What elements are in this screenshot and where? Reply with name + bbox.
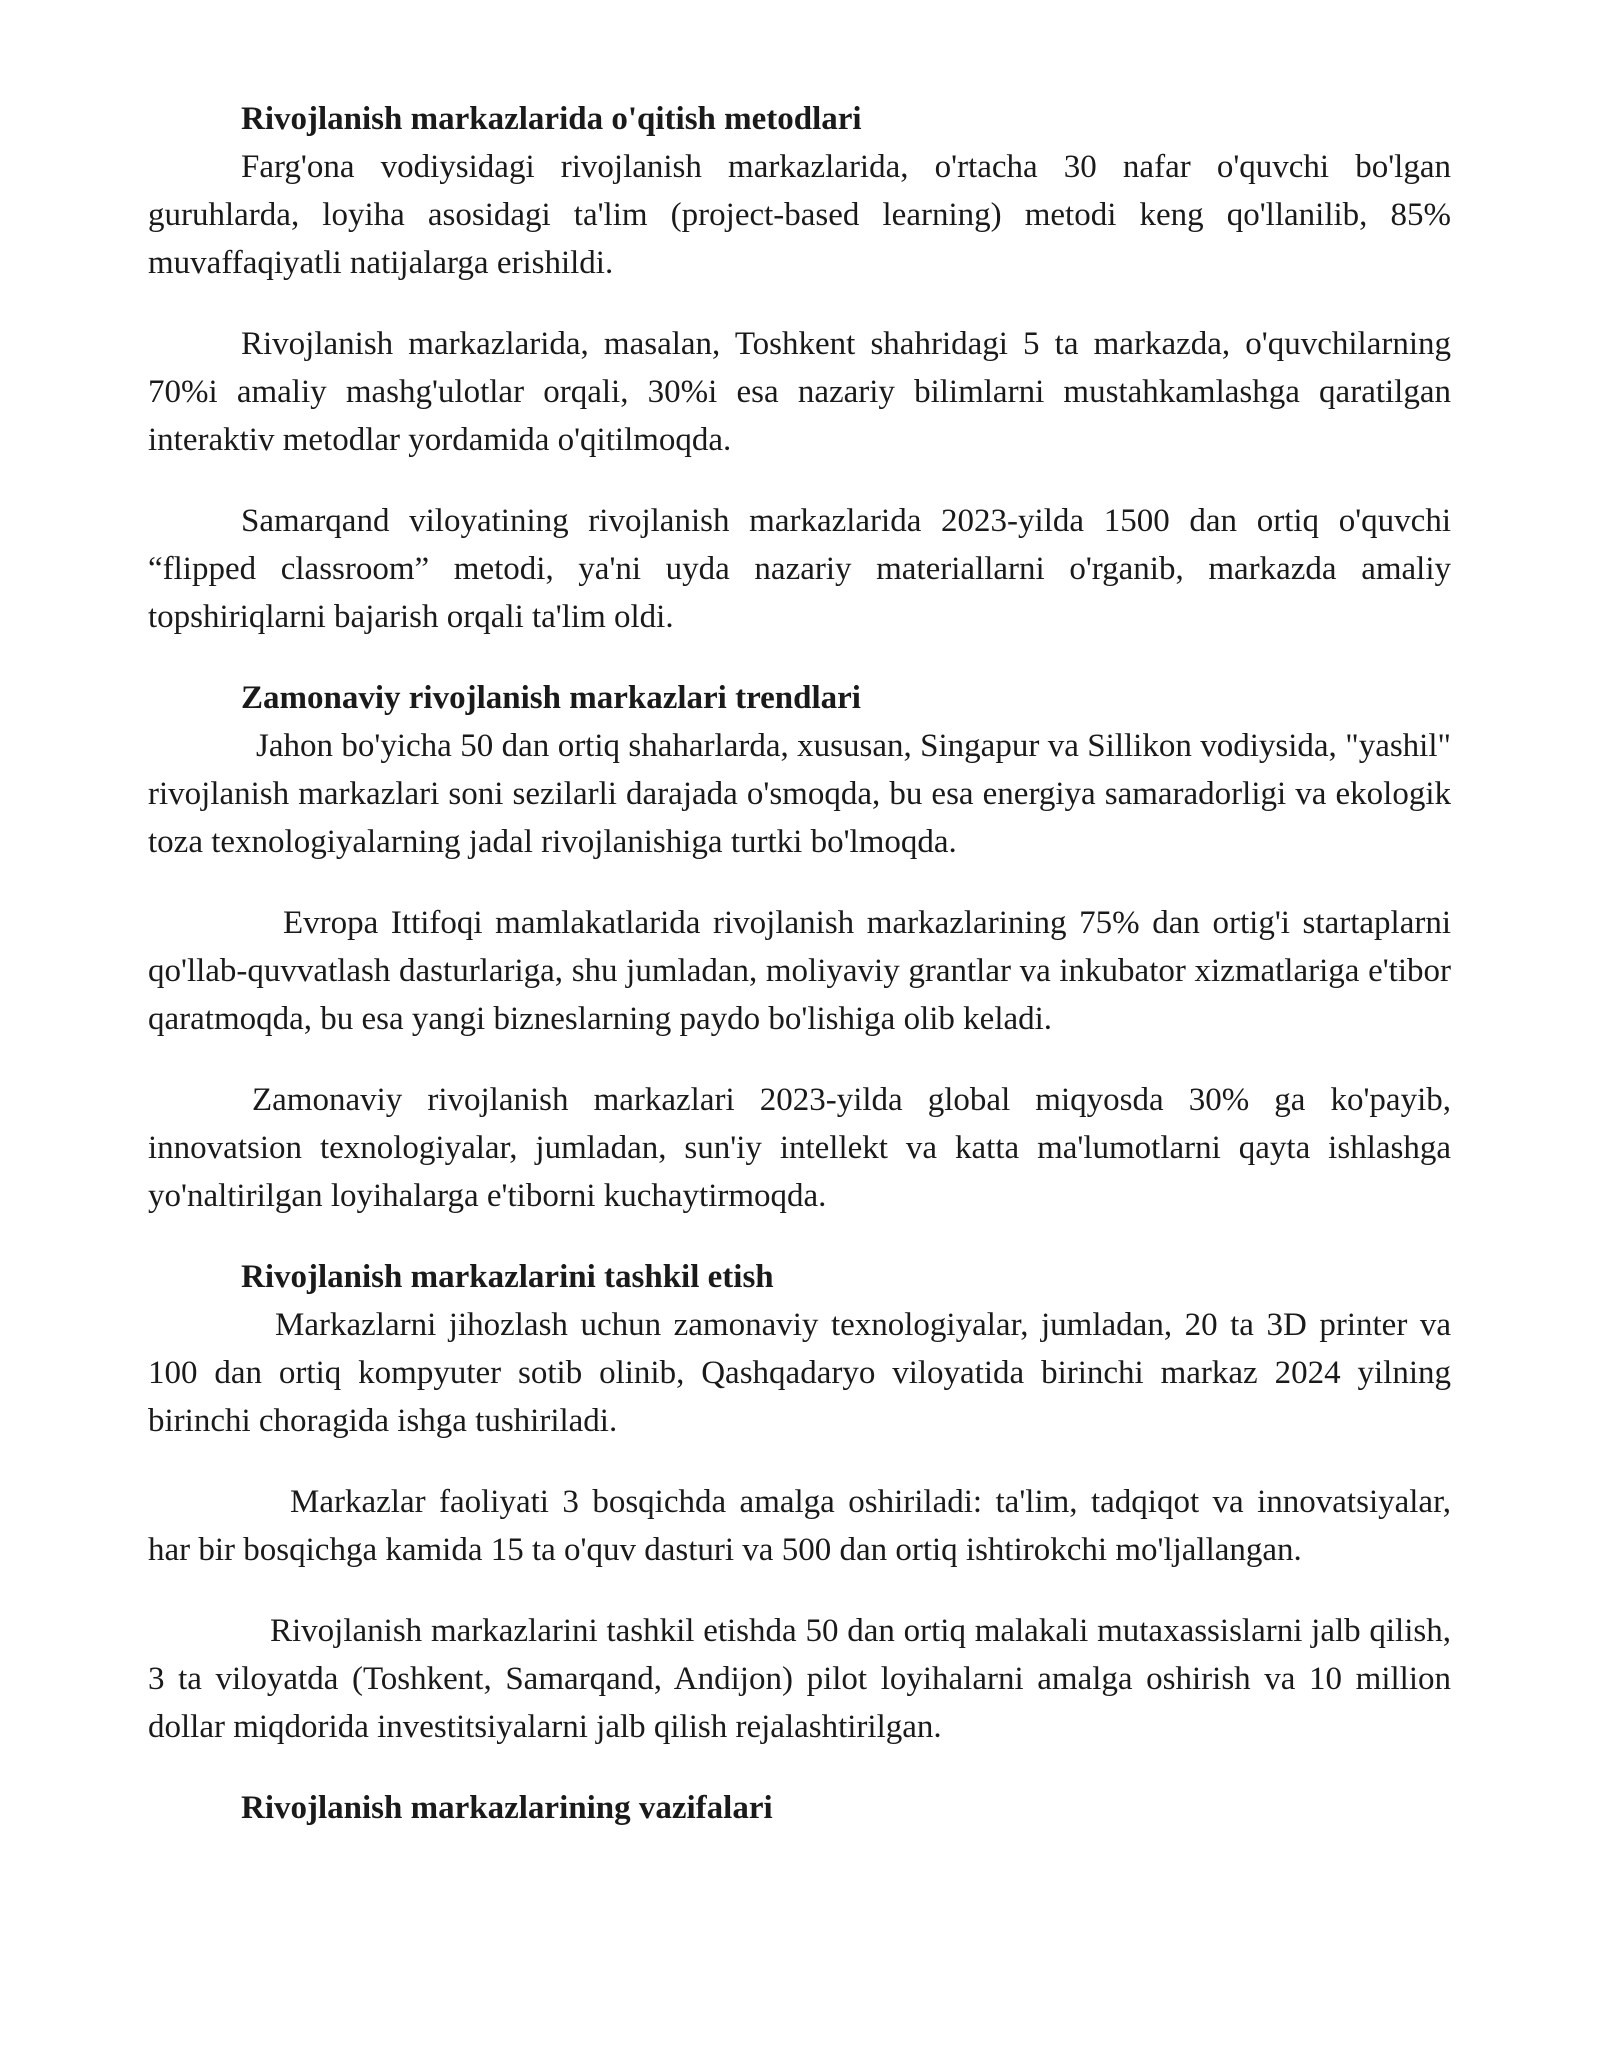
document-body (148, 95, 1451, 1832)
paragraph-european-union: Evropa Ittifoqi mamlakatlarida rivojlanish markazlarining 75% dan ortig'i startaplarni qo'llab-quvvatlash dasturlariga, shu jumladan, moliyaviy grantlar va inkubator xizmatlariga e'tibor qaratmoqda, bu esa yangi bizneslarning paydo bo'lishiga olib keladi. (148, 905, 1451, 1037)
paragraph-stages: Markazlar faoliyati 3 bosqichda amalga oshiriladi: ta'lim, tadqiqot va innovatsiyalar, har bir bosqichga kamida 15 ta o'quv dasturi va 500 dan ortiq ishtirokchi mo'ljallangan. (148, 1484, 1451, 1568)
paragraph-samarkand: Samarqand viloyatining rivojlanish markazlarida 2023-yilda 1500 dan ortiq o'quvchi “flipped classroom” metodi, ya'ni uyda nazariy materiallarni o'rganib, markazda amaliy topshiriqlarni bajarish orqali ta'lim oldi. (148, 503, 1451, 635)
paragraph-tashkent: Rivojlanish markazlarida, masalan, Toshkent shahridagi 5 ta markazda, o'quvchilarning 70%i amaliy mashg'ulotlar orqali, 30%i esa nazariy bilimlarni mustahkamlashga qaratilgan interaktiv metodlar yordamida o'qitilmoqda. (148, 326, 1451, 458)
section-heading-organization: Rivojlanish markazlarini tashkil etish (241, 1259, 774, 1295)
paragraph-gap (148, 1574, 1451, 1607)
paragraph-gap (148, 1445, 1451, 1478)
section-gap (148, 1220, 1451, 1253)
paragraph-specialists: Rivojlanish markazlarini tashkil etishda 50 dan ortiq malakali mutaxassislarni jalb qilish, 3 ta viloyatda (Toshkent, Samarqand, Andijon) pilot loyihalarni amalga oshirish va 10 million dollar miqdorida investitsiyalarni jalb qilish rejalashtirilgan. (148, 1613, 1451, 1745)
section-heading-teaching-methods: Rivojlanish markazlarida o'qitish metodlari (241, 101, 862, 137)
section-gap (148, 641, 1451, 674)
section-gap (148, 1751, 1451, 1784)
paragraph-modern-centers: Zamonaviy rivojlanish markazlari 2023-yilda global miqyosda 30% ga ko'payib, innovatsion texnologiyalar, jumladan, sun'iy intellekt va katta ma'lumotlarni qayta ishlashga yo'naltirilgan loyihalarga e'tiborni kuchaytirmoqda. (148, 1082, 1451, 1214)
paragraph-gap (148, 287, 1451, 320)
paragraph-world-cities: Jahon bo'yicha 50 dan ortiq shaharlarda, xususan, Singapur va Sillikon vodiysida, "yashil" rivojlanish markazlari soni sezilarli darajada o'smoqda, bu esa energiya samaradorligi va ekologik toza texnologiyalarning jadal rivojlanishiga turtki bo'lmoqda. (148, 728, 1451, 860)
paragraph-gap (148, 866, 1451, 899)
paragraph-gap (148, 464, 1451, 497)
paragraph-gap (148, 1043, 1451, 1076)
paragraph-fergana: Farg'ona vodiysidagi rivojlanish markazlarida, o'rtacha 30 nafar o'quvchi bo'lgan guruhlarda, loyiha asosidagi ta'lim (project-based learning) metodi keng qo'llanilib, 85% muvaffaqiyatli natijalarga erishildi. (148, 149, 1451, 281)
section-heading-trends: Zamonaviy rivojlanish markazlari trendlari (241, 680, 861, 716)
section-heading-tasks: Rivojlanish markazlarining vazifalari (241, 1790, 773, 1826)
paragraph-equipment: Markazlarni jihozlash uchun zamonaviy texnologiyalar, jumladan, 20 ta 3D printer va 100 dan ortiq kompyuter sotib olinib, Qashqadaryo viloyatida birinchi markaz 2024 yilning birinchi choragida ishga tushiriladi. (148, 1307, 1451, 1439)
